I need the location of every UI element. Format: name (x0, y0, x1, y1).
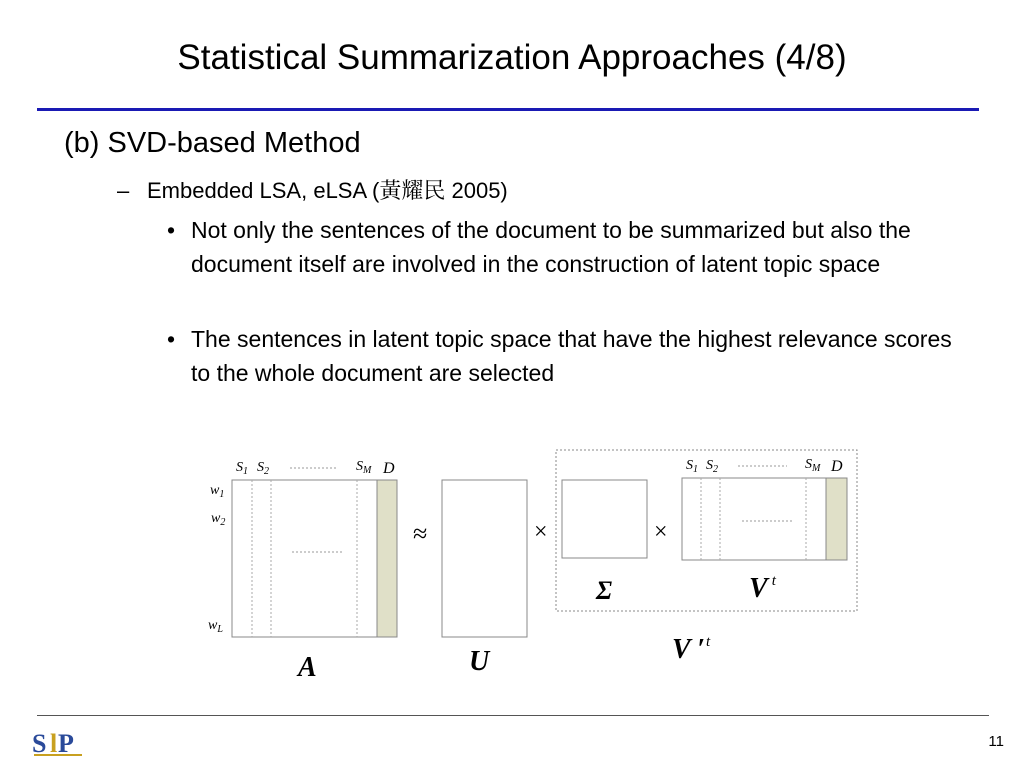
subheading-text: Embedded LSA, eLSA (黃耀民 2005) (147, 178, 508, 203)
bullet-dot-icon: • (167, 326, 176, 352)
matrix-vt-label: V $^t$ (749, 573, 776, 604)
label-sm: $S_M$ (356, 459, 372, 476)
svg-text:P: P (58, 729, 74, 758)
svg-text:l: l (50, 729, 58, 758)
times-symbol-1: × (534, 519, 548, 545)
label-w2: $w_2$ (211, 511, 226, 528)
bullet-text: The sentences in latent topic space that have the highest relevance scores to the whole document are selected (191, 326, 952, 386)
bullet-dot-icon: • (167, 217, 176, 243)
matrix-a-document-column (377, 480, 397, 637)
matrix-sigma-label: Σ (596, 576, 613, 605)
svg-text:S: S (32, 729, 47, 758)
matrix-vprime-t-label: V $'^t$ (672, 634, 711, 665)
times-symbol-2: × (654, 519, 668, 545)
vt-label-s2: $S_2$ (706, 458, 718, 475)
matrix-sigma-box (562, 480, 647, 558)
approx-symbol: ≈ (413, 519, 428, 548)
slp-logo-icon (30, 722, 90, 762)
page-number: 11 (988, 733, 1004, 750)
heading-svd-method: (b) SVD-based Method (64, 127, 361, 159)
matrix-u-label: U (469, 646, 490, 677)
vt-label-d: D (831, 458, 843, 475)
label-d: D (383, 460, 395, 477)
vt-label-sm: $S_M$ (805, 457, 821, 474)
footer-divider (37, 715, 989, 716)
vt-label-s1: $S_1$ (686, 458, 698, 475)
matrix-u-box (442, 480, 527, 637)
matrix-vt-box (682, 478, 847, 560)
subheading-elsa: – Embedded LSA, eLSA (黃耀民 2005) (117, 178, 508, 203)
slide-title: Statistical Summarization Approaches (4/8) (177, 38, 847, 77)
matrix-a-label: A (298, 652, 317, 683)
matrix-a-box (232, 480, 397, 637)
label-wl: $w_L$ (208, 618, 223, 635)
bullet-text: Not only the sentences of the document to be summarized but also the document itself are involved in the construction of latent topic space (191, 217, 911, 277)
label-s1: $S_1$ (236, 460, 248, 477)
label-s2: $S_2$ (257, 460, 269, 477)
label-w1: $w_1$ (210, 483, 225, 500)
matrix-vt-document-column (826, 478, 847, 560)
